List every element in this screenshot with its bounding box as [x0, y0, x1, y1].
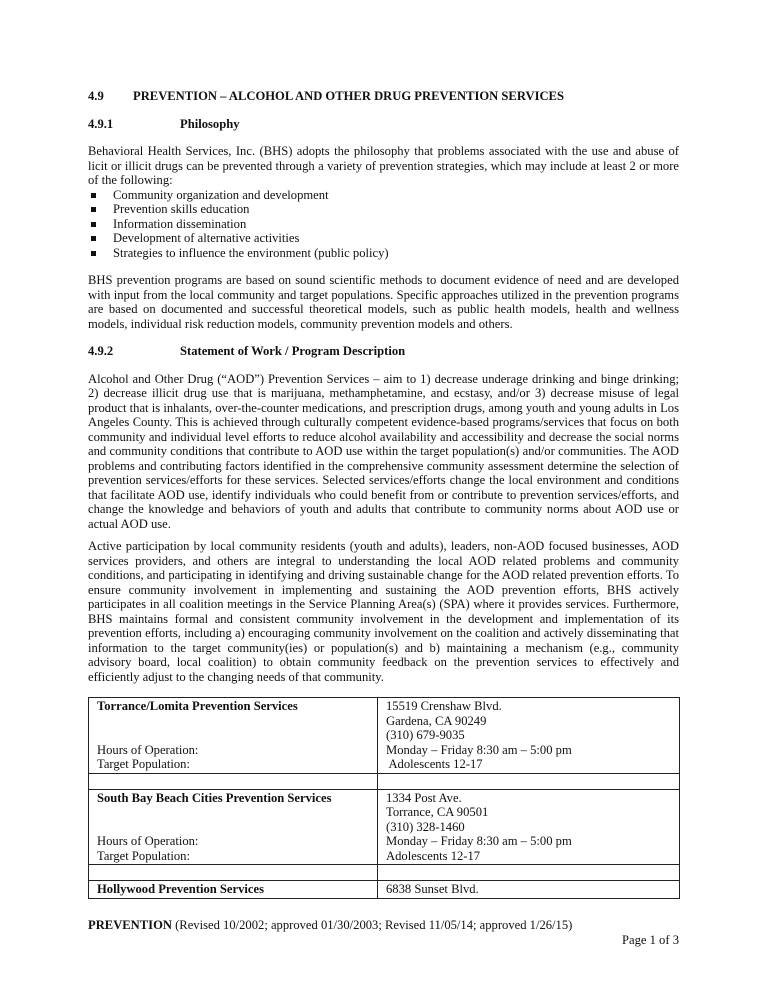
- service-locations-table: [88, 697, 680, 899]
- table-cell: [378, 865, 680, 881]
- strategy-list: [88, 188, 679, 261]
- service-hours: Monday – Friday 8:30 am – 5:00 pm: [386, 834, 572, 848]
- philosophy-intro: Behavioral Health Services, Inc. (BHS) adopts the philosophy that problems associated with the use and abuse of licit or illicit drugs can be prevented through a variety of prevention strategies, which may include at least 2 or more of the following:: [88, 144, 679, 187]
- service-phone: (310) 328-1460: [386, 819, 465, 834]
- table-row: [89, 698, 680, 774]
- section-heading: [88, 89, 679, 104]
- footer-label: PREVENTION: [88, 918, 172, 932]
- table-row: [89, 865, 680, 881]
- service-hours: Monday – Friday 8:30 am – 5:00 pm: [386, 742, 572, 757]
- service-phone: (310) 679-9035: [386, 728, 465, 742]
- table-cell: [89, 789, 378, 865]
- table-cell: [378, 773, 680, 789]
- philosophy-number: 4.9.1: [88, 116, 114, 131]
- target-label: Target Population:: [97, 848, 190, 863]
- statement-heading: [88, 344, 679, 359]
- philosophy-paragraph: BHS prevention programs are based on sound scientific methods to document evidence of need and are developed with input from the local community and target populations. Specific approaches utilized in the prevention programs are based on documented and successful theoretical models, such as public health models, health and wellness models, individual risk reduction models, community prevention models and others.: [88, 273, 679, 331]
- table-cell: [89, 865, 378, 881]
- philosophy-title: Philosophy: [180, 116, 240, 131]
- list-item: Prevention skills education: [88, 202, 679, 217]
- section-number: 4.9: [88, 89, 104, 103]
- table-cell: [378, 881, 680, 899]
- footer-note: [88, 918, 572, 932]
- service-street: 15519 Crenshaw Blvd.: [386, 699, 502, 713]
- service-name: Hollywood Prevention Services: [97, 882, 264, 896]
- hours-label: Hours of Operation:: [97, 834, 199, 848]
- service-name: Torrance/Lomita Prevention Services: [97, 699, 298, 713]
- page-footer: [88, 918, 679, 933]
- philosophy-heading: [88, 117, 679, 132]
- list-item: Information dissemination: [88, 217, 679, 232]
- target-label: Target Population:: [97, 757, 190, 771]
- table-row: [89, 881, 680, 899]
- list-item: Development of alternative activities: [88, 231, 679, 246]
- table-row: [89, 773, 680, 789]
- service-target: Adolescents 12-17: [386, 848, 481, 863]
- statement-title: Statement of Work / Program Description: [180, 344, 406, 358]
- statement-paragraph-1: Alcohol and Other Drug (“AOD”) Prevention Services – aim to 1) decrease underage drinking and binge drinking; 2) decrease illicit drug use that is marijuana, methamphetamine, and ecstasy, and/or 3) decrease misuse of legal product that is inhalants, over-the-counter medications, and prescription drugs, among youth and young adults in Los Angeles County. This is achieved through culturally competent evidence-based programs/services that focus on both community and individual level efforts to reduce alcohol availability and accessibility and decrease the social norms and community conditions that contribute to AOD use within the target population(s) and/or communities. The AOD problems and contributing factors identified in the comprehensive community assessment determine the selection of prevention services/efforts for these services. Selected services/efforts change the local environment and conditions that facilitate AOD use, identify individuals who could benefit from or contribute to prevention services/efforts, and change the knowledge and behaviors of youth and adults that contribute to community norms about AOD use or actual AOD use.: [88, 371, 679, 531]
- table-cell: [378, 698, 680, 774]
- hours-label: Hours of Operation:: [97, 742, 199, 757]
- service-city: Torrance, CA 90501: [386, 805, 489, 819]
- table-cell: [89, 773, 378, 789]
- list-item: Community organization and development: [88, 188, 679, 203]
- statement-number: 4.9.2: [88, 344, 114, 358]
- table-cell: [89, 881, 378, 899]
- service-street: 1334 Post Ave.: [386, 790, 462, 805]
- service-street: 6838 Sunset Blvd.: [386, 882, 479, 896]
- list-item: Strategies to influence the environment (public policy): [88, 246, 679, 261]
- table-row: [89, 789, 680, 865]
- service-target: Adolescents 12-17: [386, 757, 483, 771]
- statement-paragraph-2: Active participation by local community residents (youth and adults), leaders, non-AOD focused businesses, AOD services providers, and others are integral to understanding the local AOD related problems and community conditions, and participating in identifying and driving sustainable change for the AOD related prevention efforts. To ensure community involvement in implementing and sustaining the AOD prevention efforts, BHS actively participates in all coalition meetings in the Service Planning Area(s) (SPA) where it provides services. Furthermore, BHS maintains formal and consistent community involvement in the development and implementation of its prevention efforts, including a) encouraging community involvement on the coalition and actively disseminating that information to the target community(ies) or population(s) and b) maintaining a mechanism (e.g., community advisory board, local coalition) to obtain community feedback on the prevention services to effectively and efficiently adjust to the changing needs of that community.: [88, 539, 679, 684]
- document-body: [88, 89, 679, 899]
- table-cell: [89, 698, 378, 774]
- service-name: South Bay Beach Cities Prevention Services: [97, 790, 332, 805]
- footer-revision: (Revised 10/2002; approved 01/30/2003; Revised 11/05/14; approved 1/26/15): [171, 918, 573, 932]
- page-number: Page 1 of 3: [621, 933, 679, 947]
- table-cell: [378, 789, 680, 865]
- section-title: PREVENTION – ALCOHOL AND OTHER DRUG PREVENTION SERVICES: [133, 89, 564, 103]
- service-city: Gardena, CA 90249: [386, 713, 487, 728]
